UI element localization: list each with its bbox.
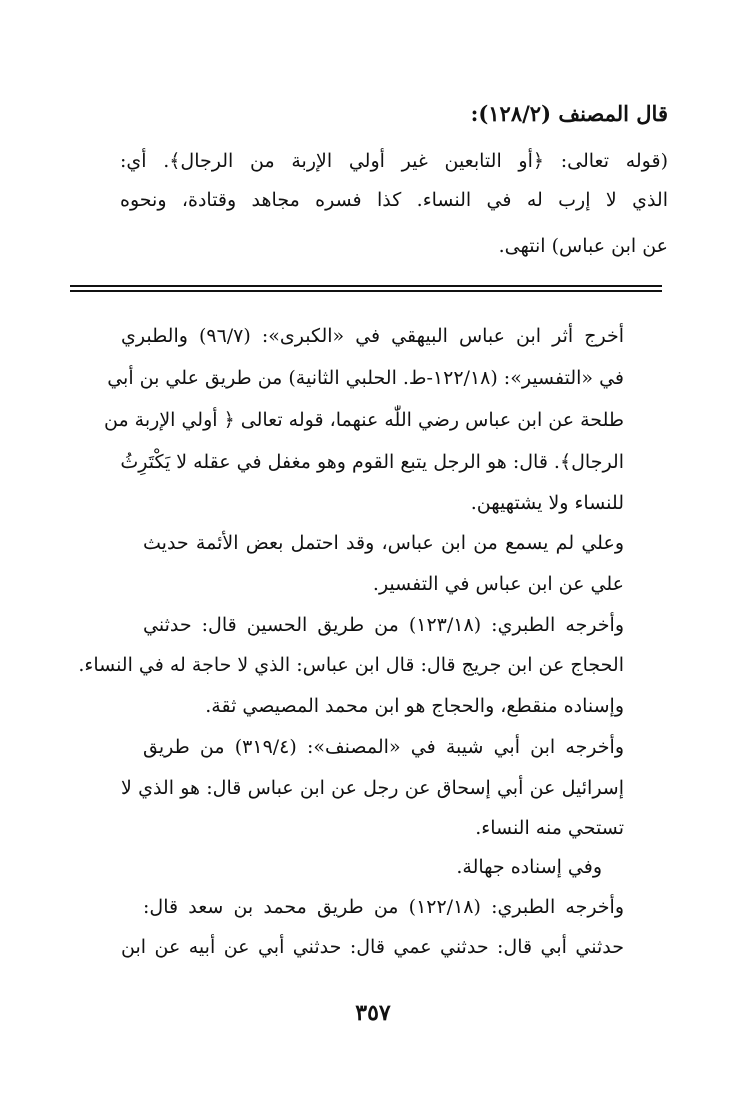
section-header: قال المصنف (١٢٨/٢):: [470, 101, 668, 126]
page-number: ٣٥٧: [355, 1000, 391, 1026]
body-line-11: وأخرجه ابن أبي شيبة في «المصنف»: (٣١٩/٤) من طريق: [143, 736, 624, 758]
body-line-1: أخرج أثر ابن عباس البيهقي في «الكبرى»: (٩٦/٧) والطبري: [121, 325, 624, 347]
body-line-10: وإسناده منقطع، والحجاج هو ابن محمد المصيصي ثقة.: [205, 695, 624, 717]
quote-line-3: عن ابن عباس) انتهى.: [498, 235, 668, 257]
separator-rule-top: [70, 285, 662, 287]
body-line-15: وأخرجه الطبري: (١٢٢/١٨) من طريق محمد بن سعد قال:: [143, 896, 624, 918]
separator-rule-bottom: [70, 290, 662, 292]
body-line-13: تستحي منه النساء.: [475, 817, 624, 839]
body-line-6: وعلي لم يسمع من ابن عباس، وقد احتمل بعض الأئمة حديث: [143, 532, 624, 554]
body-line-3: طلحة عن ابن عباس رضي اللّٰه عنهما، قوله تعالى ﴿ أولي الإربة من: [103, 409, 624, 431]
body-line-12: إسرائيل عن أبي إسحاق عن رجل عن ابن عباس قال: هو الذي لا: [121, 777, 624, 799]
body-line-7: علي عن ابن عباس في التفسير.: [372, 573, 624, 595]
body-line-8: وأخرجه الطبري: (١٢٣/١٨) من طريق الحسين قال: حدثني: [143, 614, 625, 636]
quote-line-1: (قوله تعالى: ﴿أو التابعين غير أولي الإربة من الرجال﴾. أي:: [120, 150, 668, 172]
body-line-2: في «التفسير»: (١٢٢/١٨-ط. الحلبي الثانية) من طريق علي بن أبي: [107, 367, 624, 389]
body-line-14: وفي إسناده جهالة.: [456, 856, 602, 878]
body-line-5: للنساء ولا يشتهيهن.: [470, 492, 624, 514]
body-line-4: الرجال﴾. قال: هو الرجل يتبع القوم وهو مغفل في عقله لا يَكْتَرِثُ: [120, 451, 624, 473]
body-line-9: الحجاج عن ابن جريج قال: قال ابن عباس: الذي لا حاجة له في النساء.: [78, 654, 624, 676]
body-line-16: حدثني أبي قال: حدثني عمي قال: حدثني أبي عن أبيه عن ابن: [121, 936, 624, 958]
quote-line-2: الذي لا إرب له في النساء. كذا فسره مجاهد وقتادة، ونحوه: [120, 189, 668, 211]
